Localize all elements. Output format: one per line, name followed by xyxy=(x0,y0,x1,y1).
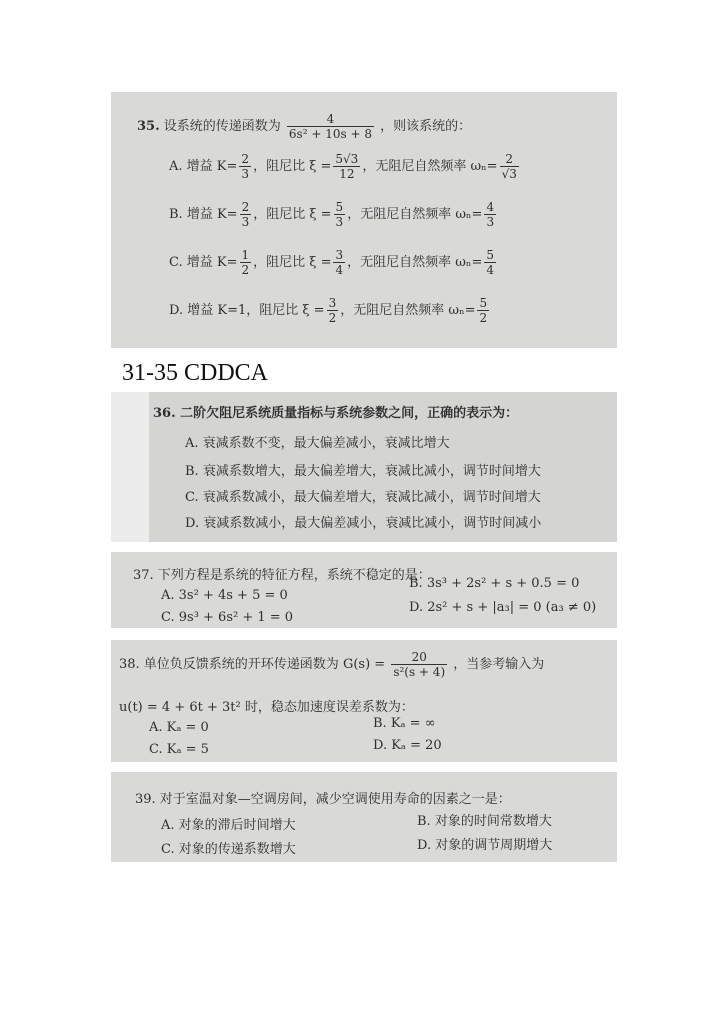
question-37-photo xyxy=(111,552,617,628)
q38-option-a: A. Kₐ = 0 xyxy=(149,720,209,735)
q38-transfer-function: $\frac{20}{\text{s²(s + 4)}}$ xyxy=(393,650,446,679)
q35-option-d: D. 增益 K=1，阻尼比 ξ = $\frac{3}{2}$ ，无阻尼自然频率 ωₙ= $\frac{5}{2}$ xyxy=(169,296,488,325)
q35-option-a: A. 增益 K= $\frac{2}{3}$ ，阻尼比 ξ = $\frac{5√3}{12}$ ，无阻尼自然频率 ωₙ= $\frac{2}{√3}$ xyxy=(169,152,517,181)
q37-option-b: B. 3s³ + 2s² + s + 0.5 = 0 xyxy=(409,576,580,591)
q36-option-d: D. 衰减系数减小，最大偏差减小，衰减比减小，调节时间减小 xyxy=(185,516,542,531)
question-35-photo xyxy=(111,92,617,348)
q38-stem: 38. 单位负反馈系统的开环传递函数为 G(s) = $\frac{20}{\text{s²(s + 4)}}$ ，当参考输入为 xyxy=(119,650,545,679)
photo-margin xyxy=(111,392,149,542)
q39-stem: 39. 对于室温对象—空调房间，减少空调使用寿命的因素之一是： xyxy=(135,792,511,807)
q39-option-d: D. 对象的调节周期增大 xyxy=(417,838,553,853)
question-36-photo xyxy=(111,392,617,542)
q35-transfer-function: $\frac{4}{\text{6s² + 10s + 8}}$ xyxy=(288,112,372,141)
q39-option-a: A. 对象的滞后时间增大 xyxy=(161,818,296,833)
q36-option-c: C. 衰减系数减小，最大偏差增大，衰减比减小，调节时间增大 xyxy=(185,490,541,505)
q39-option-c: C. 对象的传递系数增大 xyxy=(161,842,296,857)
question-39-photo xyxy=(111,772,617,862)
q36-option-b: B. 衰减系数增大，最大偏差增大，衰减比减小，调节时间增大 xyxy=(185,464,541,479)
q38-option-b: B. Kₐ = ∞ xyxy=(373,716,436,731)
q37-stem: 37. 下列方程是系统的特征方程，系统不稳定的是： xyxy=(133,568,431,583)
q37-option-d: D. 2s² + s + |a₃| = 0 (a₃ ≠ 0) xyxy=(409,600,597,615)
q38-option-d: D. Kₐ = 20 xyxy=(373,738,442,753)
q37-option-a: A. 3s² + 4s + 5 = 0 xyxy=(161,588,288,603)
q36-stem: 36. 二阶欠阻尼系统质量指标与系统参数之间，正确的表示为： xyxy=(153,406,519,421)
answer-key: 31-35 CDDCA xyxy=(122,360,269,386)
q35-option-c: C. 增益 K= $\frac{1}{2}$ ，阻尼比 ξ = $\frac{3}{4}$ ，无阻尼自然频率 ωₙ= $\frac{5}{4}$ xyxy=(169,248,495,277)
q35-option-b: B. 增益 K= $\frac{2}{3}$ ，阻尼比 ξ = $\frac{5}{3}$ ，无阻尼自然频率 ωₙ= $\frac{4}{3}$ xyxy=(169,200,495,229)
q36-option-a: A. 衰减系数不变，最大偏差减小，衰减比增大 xyxy=(185,436,450,451)
q35-stem: 35. 设系统的传递函数为 $\frac{4}{\text{6s² + 10s + 8}}$ ，则该系统的： xyxy=(137,112,472,141)
q37-option-c: C. 9s³ + 6s² + 1 = 0 xyxy=(161,610,294,625)
question-38-photo xyxy=(111,640,617,762)
q38-input-line: u(t) = 4 + 6t + 3t² 时，稳态加速度误差系数为： xyxy=(119,700,414,715)
q39-option-b: B. 对象的时间常数增大 xyxy=(417,814,552,829)
q38-option-c: C. Kₐ = 5 xyxy=(149,742,209,757)
